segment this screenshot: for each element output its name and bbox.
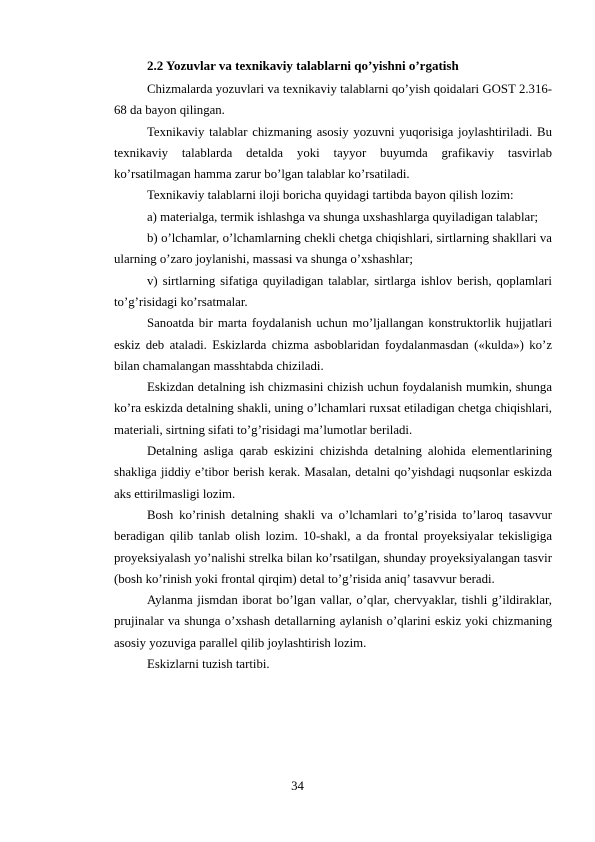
paragraph-sketch-order: Eskizlarni tuzish tartibi. [147,657,270,672]
body-text [114,79,552,675]
paragraph-rotating-parts: Aylanma jismdan iborat bo’lgan vallar, o’qlar, chervyaklar, tishli g’ildiraklar, prujinalar va shunga o’xshash detallarning aylanish o’qlarini eskiz yoki chizmaning asosiy yozuviga parallel qilib joylashtirish lozim. [114,593,552,650]
list-item-a: a) materialga, termik ishlashga va shunga uxshashlarga quyiladigan talablar; [147,209,539,224]
list-item-b: b) o’lchamlar, o’lchamlarning chekli chetga chiqishlari, sirtlarning shakllari va ularning o’zaro joylanishi, massasi va shunga o’xshashlar; [114,231,552,267]
list-item-v: v) sirtlarning sifatiga quyiladigan talablar, sirtlarga ishlov berish, qoplamlari to’g’risidagi ko’rsatmalar. [114,273,552,309]
paragraph-main-view: Bosh ko’rinish detalning shakli va o’lchamlari to’g’risida to’laroq tasavvur beradigan qilib tanlab olish lozim. 10-shakl, a da frontal proyeksiyalar tekisligiga proyeksiyalash yo’nalishi strelka bilan ko’rsatilgan, shunday proyeksiyalangan tasvir (bosh ko’rinish yoki frontal qirqim) detal to’g’risida aniq’ tasavvur beradi. [114,507,552,586]
paragraph-sketch-usage: Eskizdan detalning ish chizmasini chizish uchun foydalanish mumkin, shunga ko’ra eskizda detalning shakli, uning o’lchamlari ruxsat etiladigan chetga chiqishlari, materiali, sirtning sifati to’g’risidagi ma’lumotlar beriladi. [114,380,552,437]
section-heading: 2.2 Yozuvlar va texnikaviy talablarni qo’yishni o’rgatish [147,58,459,73]
paragraph-sketch-elements: Detalning asliga qarab eskizini chizishda detalning alohida elementlarining shakliga jiddiy e’tibor berish kerak. Masalan, detalni qo’yishdagi nuqsonlar eskizda aks ettirilmasligi lozim. [114,444,552,501]
page-number: 34 [291,779,304,793]
paragraph-gost-reference: Chizmalarda yozuvlari va texnikaviy talablarni qo’yish qoidalari GOST 2.316-68 da bayon qilingan. [114,82,552,118]
paragraph-technical-requirements: Texnikaviy talablar chizmaning asosiy yozuvni yuqorisiga joylashtiriladi. Bu texnikaviy talablarda detalda yoki tayyor buyumda grafikaviy tasvirlab ko’rsatilmagan hamma zarur bo’lgan talablar ko’rsatiladi. [114,124,552,182]
paragraph-order-intro: Texnikaviy talablarni iloji boricha quyidagi tartibda bayon qilish lozim: [147,188,514,203]
paragraph-sketch-definition: Sanoatda bir marta foydalanish uchun mo’ljallangan konstruktorlik hujjatlari eskiz deb ataladi. Eskizlarda chizma asboblaridan foydalanmasdan («kulda») ko’z bilan chamalangan masshtabda chiziladi. [114,316,552,373]
